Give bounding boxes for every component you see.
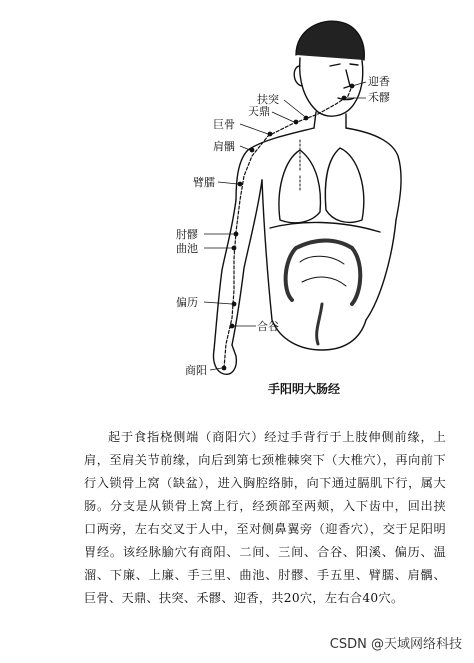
right-shoulder xyxy=(346,128,401,220)
label-pianli: 偏历 xyxy=(176,296,198,309)
small-intestine xyxy=(300,256,346,286)
figure-caption: 手阳明大肠经 xyxy=(268,382,341,396)
right-lung xyxy=(325,148,363,222)
eyes xyxy=(330,64,358,66)
acupoint-dot xyxy=(238,182,243,187)
acupoint-dot xyxy=(232,302,237,307)
acupoint-dot xyxy=(268,132,273,137)
hair-shape xyxy=(296,21,364,60)
label-hegu: 合谷 xyxy=(257,320,279,333)
acupoint-dot xyxy=(250,148,255,153)
label-yingxiang: 迎香 xyxy=(368,75,390,88)
label-futu: 扶突 xyxy=(257,93,279,106)
left-shoulder xyxy=(236,128,314,200)
description-paragraph: 起于食指桡侧端（商阳穴）经过手背行于上肢伸侧前缘，上肩，至肩关节前缘，向后到第七颈椎棘突下（大椎穴），再向前下行入锁骨上窝（缺盆），进入胸腔络肺，向下通过膈肌下行，属大肠。分支是从锁骨上窝上行，经颈部至两颊，入下齿中，回出挟口两旁，左右交叉于人中，至对侧鼻翼旁（迎香穴），交于足阳明胃经。该经脉腧穴有商阳、二间、三间、合谷、阳溪、偏历、温溜、下廉、上廉、手三里、曲池、肘髎、手五里、臂臑、肩髃、巨骨、天鼎、扶突、禾髎、迎香，共20穴，左右合40穴。 xyxy=(84,430,446,605)
acupoint-dot xyxy=(232,246,237,251)
large-intestine xyxy=(286,241,361,305)
acupoint-dot xyxy=(294,120,299,125)
acupoint-dot xyxy=(222,366,227,371)
acupoint-dot xyxy=(234,232,239,237)
label-binao: 臂臑 xyxy=(193,176,215,189)
label-heliao: 禾髎 xyxy=(368,91,390,104)
label-jianyu: 肩髃 xyxy=(213,140,235,153)
diaphragm xyxy=(270,222,380,232)
torso-right-side xyxy=(366,220,396,320)
label-jugu: 巨骨 xyxy=(213,118,235,131)
acupoint-dot xyxy=(304,116,309,121)
watermark: CSDN @天域网络科技 xyxy=(329,637,462,652)
rectum xyxy=(317,304,322,344)
label-quchi: 曲池 xyxy=(176,242,198,255)
acupoint-dot xyxy=(342,96,347,101)
label-shangyang: 商阳 xyxy=(185,364,207,377)
label-tianding: 天鼎 xyxy=(248,105,270,118)
acupoint-dot xyxy=(230,324,235,329)
label-zhouliao: 肘髎 xyxy=(176,228,198,241)
